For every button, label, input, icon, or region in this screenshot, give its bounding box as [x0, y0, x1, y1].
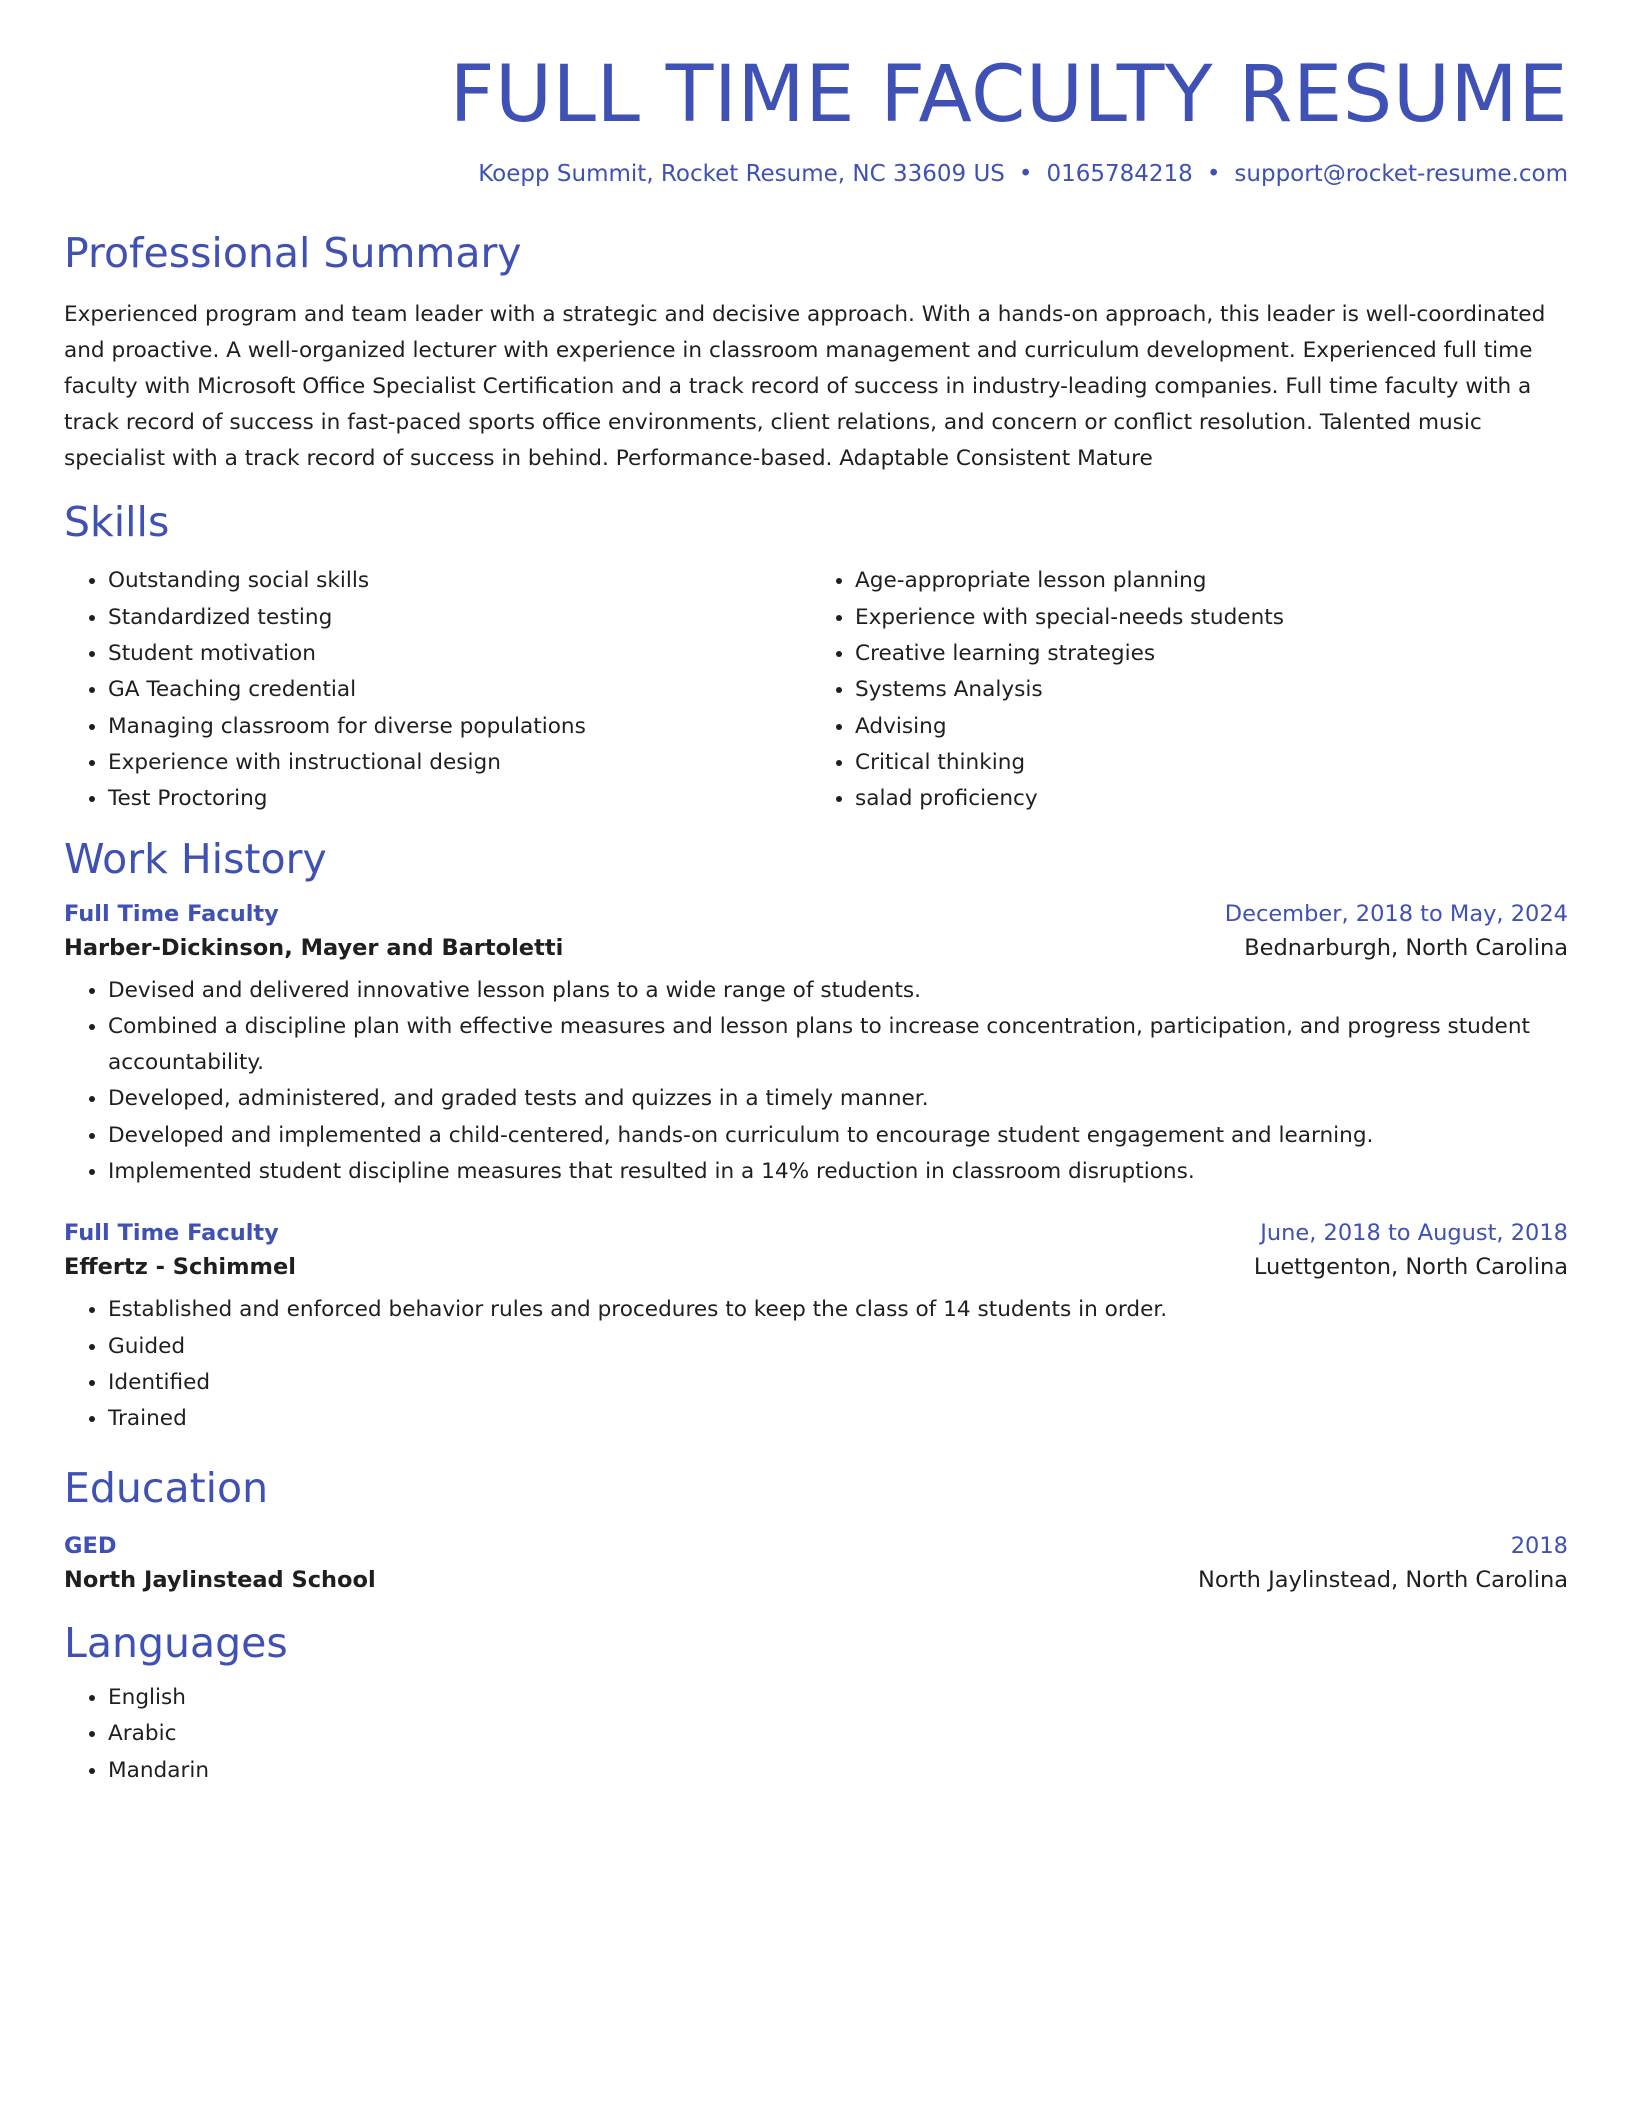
job-entry	[64, 901, 1568, 1191]
summary-section	[64, 229, 1568, 476]
languages-list	[64, 1680, 1568, 1789]
job-bullet: • Devised and delivered innovative lesson plans to a wide range of students.	[108, 973, 1568, 1009]
job-bullet: • Trained	[108, 1401, 1568, 1437]
contact-email: support@rocket-resume.com	[1234, 161, 1568, 188]
job-company-row	[64, 1254, 1568, 1280]
education-school: North Jaylinstead School	[64, 1566, 376, 1593]
job-dates: December, 2018 to May, 2024	[1224, 900, 1568, 927]
skill-item: • Test Proctoring	[108, 781, 803, 817]
education-heading: Education	[64, 1463, 269, 1512]
skills-left-list	[64, 563, 803, 817]
skill-item: • Managing classroom for diverse populations	[108, 709, 803, 745]
job-dates: June, 2018 to August, 2018	[1260, 1220, 1568, 1247]
job-company: Effertz - Schimmel	[64, 1254, 296, 1281]
education-year: 2018	[1510, 1532, 1568, 1559]
skill-item: • Critical thinking	[855, 745, 1550, 781]
job-bullets	[64, 1292, 1568, 1437]
skill-item: • Student motivation	[108, 636, 803, 672]
summary-heading: Professional Summary	[64, 229, 522, 278]
job-role: Full Time Faculty	[64, 900, 279, 927]
job-bullet: • Established and enforced behavior rules and procedures to keep the class of 14 students in order.	[108, 1292, 1568, 1328]
job-bullet: • Implemented student discipline measures that resulted in a 14% reduction in classroom disruptions.	[108, 1154, 1568, 1190]
job-bullet: • Developed, administered, and graded tests and quizzes in a timely manner.	[108, 1081, 1568, 1117]
skill-item: • GA Teaching credential	[108, 672, 803, 708]
education-entry	[64, 1533, 1568, 1593]
contact-line	[64, 161, 1568, 187]
education-section	[64, 1464, 1568, 1593]
skills-heading: Skills	[64, 498, 170, 547]
contact-phone: 0165784218	[1046, 161, 1193, 188]
work-history-section	[64, 835, 1568, 1437]
languages-section	[64, 1619, 1568, 1789]
job-entry	[64, 1220, 1568, 1437]
skills-section	[64, 498, 1568, 817]
skill-item: • Systems Analysis	[855, 672, 1550, 708]
skills-right-list	[803, 563, 1550, 817]
summary-text: Experienced program and team leader with a strategic and decisive approach. With a hands-on approach, this leader is well-coordinated and proactive. A well-organized lecturer with experience in classroom management and curriculum development. Experienced full time faculty with Microsoft Office Specialist Certification and a track record of success in industry-leading companies. Full time faculty with a track record of success in fast-paced sports office environments, client relations, and concern or conflict resolution. Talented music specialist with a track record of success in behind. Performance-based. Adaptable Consistent Mature	[64, 301, 1546, 471]
skill-item: • Experience with special-needs students	[855, 600, 1550, 636]
job-role-row	[64, 1220, 1568, 1246]
job-bullets	[64, 973, 1568, 1191]
skill-item: • Outstanding social skills	[108, 563, 803, 599]
job-role: Full Time Faculty	[64, 1220, 279, 1247]
resume-header	[64, 0, 1568, 187]
resume-title: FULL TIME FACULTY RESUME	[449, 50, 1568, 140]
skills-columns	[64, 563, 1568, 817]
job-bullet: • Guided	[108, 1329, 1568, 1365]
contact-address: Koepp Summit, Rocket Resume, NC 33609 US	[478, 161, 1005, 188]
job-company: Harber-Dickinson, Mayer and Bartoletti	[64, 934, 564, 961]
language-item: • Arabic	[108, 1716, 1568, 1752]
contact-separator: •	[1206, 161, 1221, 188]
job-location: Luettgenton, North Carolina	[1253, 1254, 1568, 1281]
languages-heading: Languages	[64, 1618, 288, 1667]
contact-separator: •	[1018, 161, 1033, 188]
job-location: Bednarburgh, North Carolina	[1244, 934, 1568, 961]
skill-item: • salad proficiency	[855, 781, 1550, 817]
skill-item: • Age-appropriate lesson planning	[855, 563, 1550, 599]
skill-item: • Standardized testing	[108, 600, 803, 636]
skill-item: • Advising	[855, 709, 1550, 745]
language-item: • Mandarin	[108, 1753, 1568, 1789]
education-school-row	[64, 1567, 1568, 1593]
work-history-heading: Work History	[64, 835, 327, 884]
job-company-row	[64, 935, 1568, 961]
skill-item: • Creative learning strategies	[855, 636, 1550, 672]
education-location: North Jaylinstead, North Carolina	[1198, 1566, 1568, 1593]
job-bullet: • Combined a discipline plan with effective measures and lesson plans to increase concentration, participation, and progress student accountability.	[108, 1009, 1568, 1082]
job-bullet: • Identified	[108, 1365, 1568, 1401]
job-role-row	[64, 901, 1568, 927]
education-degree-row	[64, 1533, 1568, 1559]
skill-item: • Experience with instructional design	[108, 745, 803, 781]
job-bullet: • Developed and implemented a child-centered, hands-on curriculum to encourage student engagement and learning.	[108, 1118, 1568, 1154]
language-item: • English	[108, 1680, 1568, 1716]
education-degree: GED	[64, 1532, 117, 1559]
